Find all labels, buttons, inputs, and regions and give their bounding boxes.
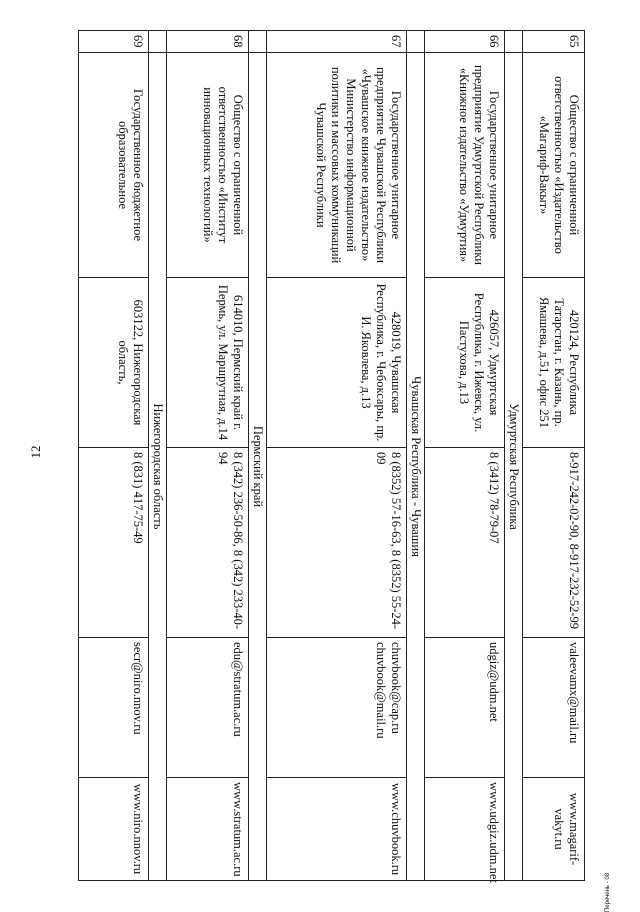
org-email: valeevamx@mail.ru bbox=[523, 638, 585, 778]
table-row bbox=[267, 31, 407, 881]
org-address: 603122, Нижегородская область, bbox=[79, 278, 149, 448]
row-number: 69 bbox=[79, 31, 149, 53]
org-name: Государственное унитарное предприятие Чувашской Республики «Чувашское книжное издательство» Министерство информационной политики и массовых коммуникаций Чувашской Республики bbox=[267, 53, 407, 278]
region-header bbox=[505, 31, 523, 881]
region-name: Удмуртская Республика bbox=[505, 53, 523, 881]
region-name: Чувашская Республика - Чувашия bbox=[407, 53, 425, 881]
org-phone: 8 (342) 236-50-86, 8 (342) 233-40-94 bbox=[167, 448, 249, 638]
row-number: 65 bbox=[523, 31, 585, 53]
publishers-table bbox=[78, 30, 585, 881]
org-name: Государственное бюджетное образовательное bbox=[79, 53, 149, 278]
org-site: www.stratum.ac.ru bbox=[167, 778, 249, 881]
table-row bbox=[523, 31, 585, 881]
org-phone: 8 (8352) 57-16-63, 8 (8352) 55-24-09 bbox=[267, 448, 407, 638]
rotated-table-sheet bbox=[50, 30, 585, 883]
table-row bbox=[79, 31, 149, 881]
org-name: Общество с ограниченной ответственностью «Издательство «Магариф-Вакыт» bbox=[523, 53, 585, 278]
table-row bbox=[425, 31, 505, 881]
org-phone: 8-917-242-02-90, 8-917-232-52-99 bbox=[523, 448, 585, 638]
org-phone: 8 (831) 417-75-49 bbox=[79, 448, 149, 638]
org-name: Государственное унитарное предприятие Удмуртской Республики «Книжное издательство «Удмуртия» bbox=[425, 53, 505, 278]
org-address: 420124, Республика Татарстан, г. Казань, пр. Ямашева, д.51, офис 251 bbox=[523, 278, 585, 448]
row-number: 67 bbox=[267, 31, 407, 53]
org-email: edu@stratum.ac.ru bbox=[167, 638, 249, 778]
org-email: chuvbook@cap.ru chuvbook@mail.ru bbox=[267, 638, 407, 778]
org-name: Общество с ограниченной ответственностью «Институт инновационных технологий» bbox=[167, 53, 249, 278]
row-number: 68 bbox=[167, 31, 249, 53]
region-name: Пермский край bbox=[249, 53, 267, 881]
region-name: Нижегородская область bbox=[149, 53, 167, 881]
org-site: www.udgiz.udm.net bbox=[425, 778, 505, 881]
org-address: 426057, Удмуртская Республика, г. Ижевск, ул. Пастухова, д.13 bbox=[425, 278, 505, 448]
region-header bbox=[249, 31, 267, 881]
org-site: www.chuvbook.ru bbox=[267, 778, 407, 881]
footer-label: Перечень - 08 bbox=[605, 872, 611, 912]
org-email: secr@niro.nnov.ru bbox=[79, 638, 149, 778]
org-phone: 8 (3412) 78-79-07 bbox=[425, 448, 505, 638]
org-site: www.magarif-vakyt.ru bbox=[523, 778, 585, 881]
table-row bbox=[167, 31, 249, 881]
org-address: 614010, Пермский край г. Пермь, ул. Маршрутная, д.14 bbox=[167, 278, 249, 448]
region-header bbox=[407, 31, 425, 881]
org-site: www.niro.nnov.ru bbox=[79, 778, 149, 881]
org-address: 428019, Чувашская Республика, г. Чебоксары, пр. И. Яковлева, д.13 bbox=[267, 278, 407, 448]
org-email: udgiz@udm.net bbox=[425, 638, 505, 778]
row-number: 66 bbox=[425, 31, 505, 53]
page-number: 12 bbox=[28, 445, 43, 459]
region-header bbox=[149, 31, 167, 881]
